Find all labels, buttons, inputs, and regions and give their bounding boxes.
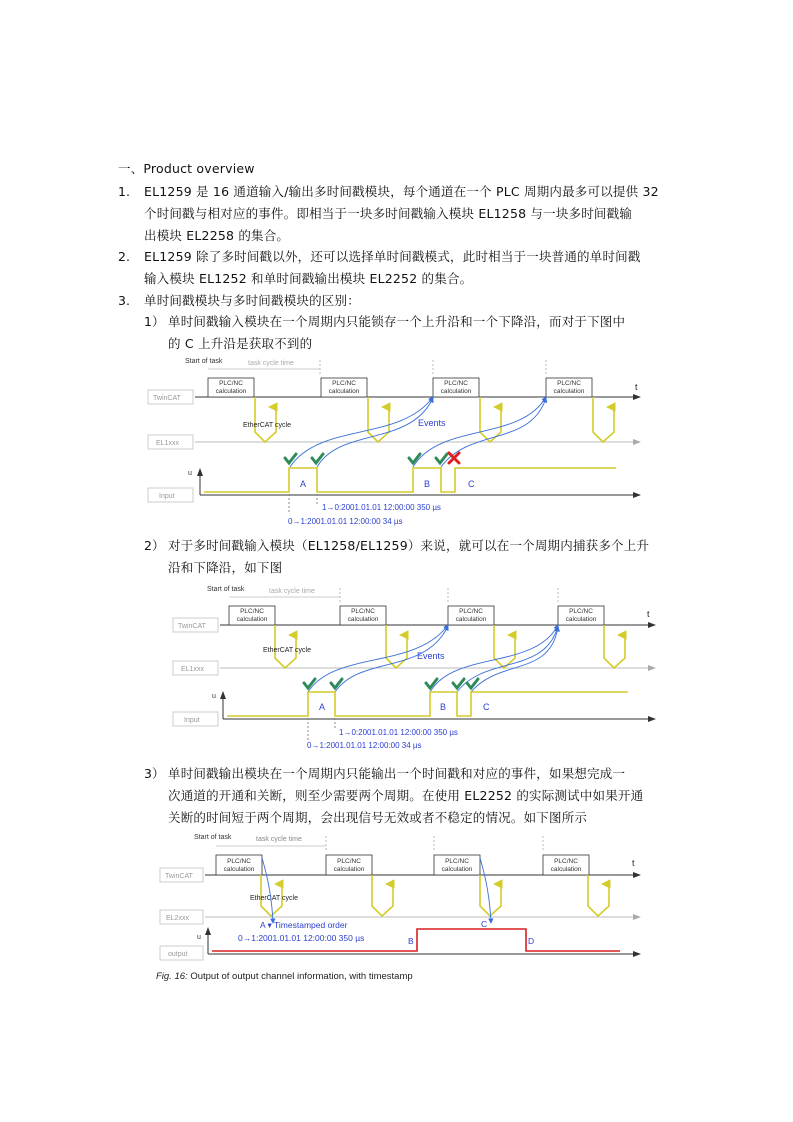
svg-text:TwinCAT: TwinCAT (165, 873, 193, 880)
svg-text:PLC/NC: PLC/NC (444, 380, 468, 387)
item-2-line-1: EL1259 除了多时间戳以外，还可以选择单时间戳模式，此时相当于一块普通的单时间戳 (144, 249, 641, 264)
svg-text:u: u (197, 934, 201, 941)
svg-text:A: A (319, 702, 326, 712)
svg-text:PLC/NC: PLC/NC (332, 380, 356, 387)
svg-text:Input: Input (184, 717, 200, 724)
svg-text:calculation: calculation (328, 388, 360, 395)
svg-text:calculation: calculation (347, 616, 379, 623)
row-label-el1xxx: EL1xxx (156, 440, 179, 447)
svg-text:D: D (528, 936, 535, 946)
svg-text:1→0:2001.01.01 12:00:00 350 µs: 1→0:2001.01.01 12:00:00 350 µs (339, 728, 458, 737)
input-signal (204, 468, 616, 492)
task-cycle-label: task cycle time (248, 360, 294, 367)
subitem-1-number: 1） (144, 314, 165, 329)
section-heading: 一、Product overview (118, 161, 255, 176)
t-axis-label: t (635, 382, 638, 392)
svg-text:Start of task: Start of task (194, 834, 232, 841)
edge-markers (285, 453, 459, 463)
item-3-line-1: 单时间戳模块与多时间戳模块的区别： (144, 293, 360, 308)
check-icon (304, 679, 315, 688)
svg-text:u: u (212, 693, 216, 700)
svg-text:calculation: calculation (223, 866, 255, 873)
svg-text:calculation: calculation (333, 866, 365, 873)
svg-text:PLC/NC: PLC/NC (569, 608, 593, 615)
edge-markers (304, 679, 478, 688)
item-1-line-1: EL1259 是 16 通道输入/输出多时间戳模块，每个通道在一个 PLC 周期内最多可以提供 32 (144, 184, 659, 199)
svg-text:calculation: calculation (440, 388, 472, 395)
svg-text:PLC/NC: PLC/NC (554, 858, 578, 865)
svg-text:PLC/NC: PLC/NC (459, 608, 483, 615)
svg-text:PLC/NC: PLC/NC (227, 858, 251, 865)
svg-text:t: t (647, 609, 650, 619)
row-label-input: Input (159, 493, 175, 500)
svg-text:calculation: calculation (550, 866, 582, 873)
svg-text:TwinCAT: TwinCAT (178, 623, 206, 630)
svg-text:calculation: calculation (455, 616, 487, 623)
svg-text:B: B (440, 702, 447, 712)
figure-caption-text: Output of output channel information, with timestamp (190, 971, 413, 982)
svg-text:EtherCAT cycle: EtherCAT cycle (250, 895, 298, 902)
header-labels (185, 358, 546, 376)
svg-text:EL2xxx: EL2xxx (166, 915, 189, 922)
timing-diagram-single-input (140, 352, 660, 532)
svg-text:0→1:2001.01.01 12:00:00 34 µs: 0→1:2001.01.01 12:00:00 34 µs (307, 741, 422, 750)
svg-text:Events: Events (417, 651, 445, 661)
svg-text:PLC/NC: PLC/NC (219, 380, 243, 387)
svg-text:task cycle time: task cycle time (269, 588, 315, 595)
timestamp-rising: 0→1:2001.01.01 12:00:00 34 µs (288, 517, 403, 526)
svg-text:task cycle time: task cycle time (256, 836, 302, 843)
row-labels (148, 390, 193, 502)
u-axis-label: u (188, 470, 192, 477)
input-signal (227, 692, 628, 716)
svg-text:calculation: calculation (565, 616, 597, 623)
svg-text:B: B (408, 936, 414, 946)
ethercat-cycle-label: EtherCAT cycle (243, 422, 291, 429)
timestamp-falling: 1→0:2001.01.01 12:00:00 350 µs (322, 503, 441, 512)
row-labels (160, 868, 203, 960)
item-1-line-2: 个时间戳与相对应的事件。即相当于一块多时间戳输入模块 EL1258 与一块多时间戳输 (144, 206, 633, 221)
item-2-line-2: 输入模块 EL1252 和单时间戳输出模块 EL2252 的集合。 (144, 271, 473, 286)
svg-text:EtherCAT cycle: EtherCAT cycle (263, 647, 311, 654)
row-labels (173, 618, 218, 726)
svg-text:EL1xxx: EL1xxx (181, 666, 204, 673)
svg-text:C: C (483, 702, 490, 712)
svg-text:PLC/NC: PLC/NC (337, 858, 361, 865)
svg-text:t: t (632, 858, 635, 868)
edge-labels (408, 919, 534, 946)
subitem-1-line-2: 的 C 上升沿是获取不到的 (168, 336, 313, 351)
check-icon (453, 679, 464, 688)
svg-text:C: C (481, 919, 488, 929)
check-icon (312, 454, 323, 463)
subitem-3-line-2: 次通道的开通和关断，则至少需要两个周期。在使用 EL2252 的实际测试中如果开通 (168, 788, 644, 803)
timing-diagram-single-output (150, 828, 650, 968)
figure-number: Fig. 16: (156, 971, 188, 982)
svg-text:PLC/NC: PLC/NC (351, 608, 375, 615)
subitem-1-line-1: 单时间戳输入模块在一个周期内只能锁存一个上升沿和一个下降沿，而对于下图中 (168, 314, 626, 329)
item-1-number: 1. (118, 184, 130, 199)
subitem-2-line-2: 沿和下降沿，如下图 (168, 560, 283, 575)
svg-text:calculation: calculation (441, 866, 473, 873)
svg-text:A: A (300, 479, 307, 489)
svg-text:calculation: calculation (553, 388, 585, 395)
svg-text:PLC/NC: PLC/NC (445, 858, 469, 865)
start-of-task-label: Start of task (185, 358, 223, 365)
svg-text:B: B (424, 479, 431, 489)
timestamp-order: 0→1:2001.01.01 12:00:00 350 µs (238, 933, 365, 943)
svg-text:PLC/NC: PLC/NC (557, 380, 581, 387)
svg-text:Start of task: Start of task (207, 586, 245, 593)
svg-text:calculation: calculation (215, 388, 247, 395)
svg-text:C: C (468, 479, 475, 489)
subitem-3-line-1: 单时间戳输出模块在一个周期内只能输出一个时间戳和对应的事件，如果想完成一 (168, 766, 626, 781)
check-icon (331, 679, 342, 688)
subitem-3-number: 3） (144, 766, 165, 781)
item-1-line-3: 出模块 EL2258 的集合。 (144, 228, 290, 243)
events-label: Events (418, 418, 446, 428)
item-2-number: 2. (118, 249, 130, 264)
check-icon (409, 454, 420, 463)
row-label-twincat: TwinCAT (153, 395, 181, 402)
timestamped-order-label: A ▾ Timestamped order (260, 920, 348, 930)
check-icon (426, 679, 437, 688)
subitem-2-number: 2） (144, 538, 165, 553)
item-3-number: 3. (118, 293, 130, 308)
subitem-2-line-1: 对于多时间戳输入模块（EL1258/EL1259）来说，就可以在一个周期内捕获多个上升 (168, 538, 650, 553)
header-labels (207, 586, 558, 604)
svg-text:calculation: calculation (236, 616, 268, 623)
timing-diagram-multi-input (165, 580, 665, 755)
figure-caption (156, 971, 413, 982)
svg-text:PLC/NC: PLC/NC (240, 608, 264, 615)
subitem-3-line-3: 关断的时间短于两个周期，会出现信号无效或者不稳定的情况。如下图所示 (168, 810, 588, 825)
plc-boxes (208, 378, 592, 397)
pulse-labels (300, 479, 475, 489)
svg-text:output: output (168, 951, 188, 958)
